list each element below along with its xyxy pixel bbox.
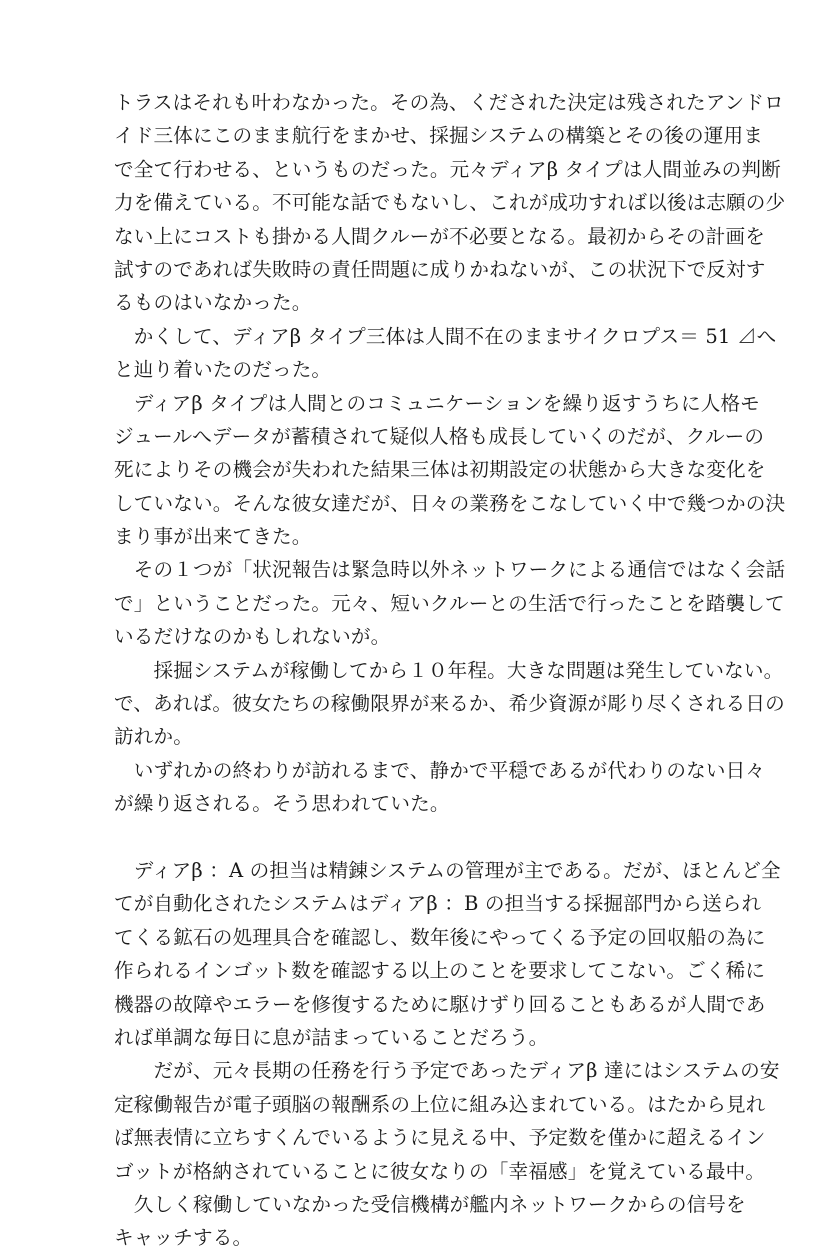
text-line: ディアβ ：A の担当は精錬システムの管理が主である。だが、ほとんど全: [114, 858, 781, 882]
text-line: まり事が出来てきた。: [114, 525, 312, 549]
text-line: 試すのであれば失敗時の責任問題に成りかねないが、この状況下で反対す: [114, 257, 766, 281]
text-line: その１つが「状況報告は緊急時以外ネットワークによる通信ではなく会話: [114, 558, 786, 582]
text-line: 機器の故障やエラーを修復するために駆けずり回ることもあるが人間であ: [114, 992, 766, 1016]
text-line: キャッチする。: [114, 1226, 253, 1250]
text-line: てが自動化されたシステムはディアβ ：B の担当する採掘部門から送られ: [114, 892, 762, 916]
text-line: 久しく稼働していなかった受信機構が艦内ネットワークからの信号を: [114, 1192, 746, 1216]
text-line: ディアβ タイプは人間とのコミュニケーションを繰り返すうちに人格モ: [114, 391, 760, 415]
text-line: 力を備えている。不可能な話でもないし、これが成功すれば以後は志願の少: [114, 191, 786, 215]
text-line: だが、元々長期の任務を行う予定であったディアβ 達にはシステムの安: [114, 1059, 780, 1083]
text-line: で全て行わせる、というものだった。元々ディアβ タイプは人間並みの判断: [114, 157, 781, 181]
text-line: 作られるインゴット数を確認する以上のことを要求してこない。ごく稀に: [114, 959, 766, 983]
text-line: していない。そんな彼女達だが、日々の業務をこなしていく中で幾つかの決: [114, 491, 786, 515]
text-line: れば単調な毎日に息が詰まっていることだろう。: [114, 1025, 549, 1049]
text-line: いずれかの終わりが訪れるまで、静かで平穏であるが代わりのない日々: [114, 758, 766, 782]
text-line: るものはいなかった。: [114, 291, 312, 315]
text-line: かくして、ディアβ タイプ三体は人間不在のままサイクロプス＝ 51 ⊿へ: [114, 324, 777, 348]
text-line: で、あれば。彼女たちの稼働限界が来るか、希少資源が彫り尽くされる日の: [114, 692, 785, 716]
text-line: 採掘システムが稼働してから１０年程。大きな問題は発生していない。: [114, 658, 784, 682]
text-line: と辿り着いたのだった。: [114, 358, 332, 382]
text-line: ない上にコストも掛かる人間クルーが不必要となる。最初からその計画を: [114, 224, 765, 248]
text-line: ジュールへデータが蓄積されて疑似人格も成長していくのだが、クルーの: [114, 424, 765, 448]
text-line: 訪れか。: [114, 725, 193, 749]
text-line: ゴットが格納されていることに彼女なりの「幸福感」を覚えている最中。: [114, 1159, 766, 1183]
text-line: で」ということだった。元々、短いクルーとの生活で行ったことを踏襲して: [114, 591, 785, 615]
text-line: が繰り返される。そう思われていた。: [114, 792, 450, 816]
blank-line: [114, 821, 726, 854]
document-page: [114, 86, 786, 1255]
text-line: ば無表情に立ちすくんでいるように見える中、予定数を僅かに超えるイン: [114, 1126, 766, 1150]
text-line: いるだけなのかもしれないが。: [114, 625, 391, 649]
text-line: トラスはそれも叶わなかった。その為、くだされた決定は残されたアンドロ: [114, 91, 784, 114]
text-line: てくる鉱石の処理具合を確認し、数年後にやってくる予定の回収船の為に: [114, 925, 766, 949]
text-line: 定稼働報告が電子頭脳の報酬系の上位に組み込まれている。はたから見れ: [114, 1092, 766, 1116]
text-line: 死によりその機会が失われた結果三体は初期設定の状態から大きな変化を: [114, 458, 766, 482]
text-line: イド三体にこのまま航行をまかせ、採掘システムの構築とその後の運用ま: [114, 124, 763, 148]
